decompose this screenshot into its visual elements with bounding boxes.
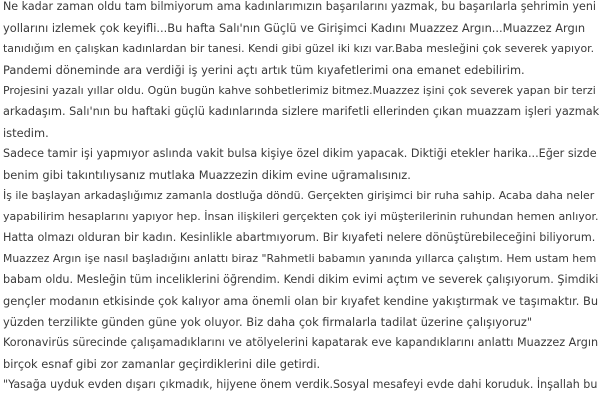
text-line: Hatta olmazı olduran bir kadın. Kesinlikle abartmıyorum. Bir kıyafeti nelere dönüştürebileceğini biliyorum. (3, 231, 596, 244)
text-line: Koronavirüs sürecinde çalışamadıklarını ve atölyelerini kapatarak eve kapandıklarını anlattı Muazzez Argın (3, 336, 599, 349)
text-line: Projesini yazalı yıllar oldu. Ogün bugün kahve sohbetlerimiz bitmez.Muazzez işini çok severek yapan bir terzi (3, 84, 596, 97)
text-line: İş ile başlayan arkadaşlığımız zamanla dostluğa döndü. Gerçekten girişimci bir ruha sahip. Acaba daha neler (3, 189, 595, 202)
text-line: Ne kadar zaman oldu tam bilmiyorum ama kadınlarımızın başarılarını yazmak, bu başarılarla şehrimin yeni (3, 0, 596, 13)
text-line: yollarını izlemek çok keyifli...Bu hafta Salı'nın Güçlü ve Girişimci Kadını Muazzez Argın...Muazzez Argın (3, 21, 586, 35)
text-line: "Yasağa uyduk evden dışarı çıkmadık, hijyene önem verdik.Sosyal mesafeyi evde dahi koruduk. İnşallah bu (3, 378, 598, 391)
text-line: yüzden terzilikte günden güne yok oluyor. Biz daha çok firmalarla tadilat üzerine çalışıyoruz" (3, 315, 533, 329)
text-line: gençler modanın etkisinde çok kalıyor ama önemli olan bir kıyafet kendine yakıştırmak ve taşımaktır. Bu (3, 294, 599, 308)
text-line: Pandemi döneminde ara verdiği iş yerini açtı artık tüm kıyafetlerimi ona emanet edebilirim. (3, 63, 525, 77)
text-line: tanıdığım en çalışkan kadınlardan bir tanesi. Kendi gibi güzel iki kızı var.Baba mesleğini çok severek yapıyor. (3, 42, 595, 55)
text-line: Sadece tamir işi yapmıyor aslında vakit bulsa kişiye özel dikim yapacak. Diktiği etekler harika...Eğer sizde (3, 147, 597, 160)
text-line: arkadaşım. Salı'nın bu haftaki güçlü kadınlarında sizlere marifetli ellerinden çıkan muazzam işleri yazmak (3, 105, 600, 118)
text-line: istedim. (3, 126, 49, 140)
text-line: Muazzez Argın işe nasıl başladığını anlattı biraz "Rahmetli babamın yanında yıllarca çalıştım. Hem ustam hem (3, 252, 597, 265)
text-line: benim gibi takıntılıysanız mutlaka Muazzezin dikim evine uğramalısınız. (3, 168, 411, 182)
text-line: yapabilirim hesaplarını yapıyor hep. İnsan ilişkileri gerçekten çok iyi müşterilerinin ruhundan hemen anlıyor. (3, 210, 599, 223)
text-line: babam oldu. Mesleğin tüm inceliklerini öğrendim. Kendi dikim evimi açtım ve severek çalışıyorum. Şimdiki (3, 273, 599, 286)
text-line: birçok esnaf gibi zor zamanlar geçirdiklerini dile getirdi. (3, 357, 321, 371)
